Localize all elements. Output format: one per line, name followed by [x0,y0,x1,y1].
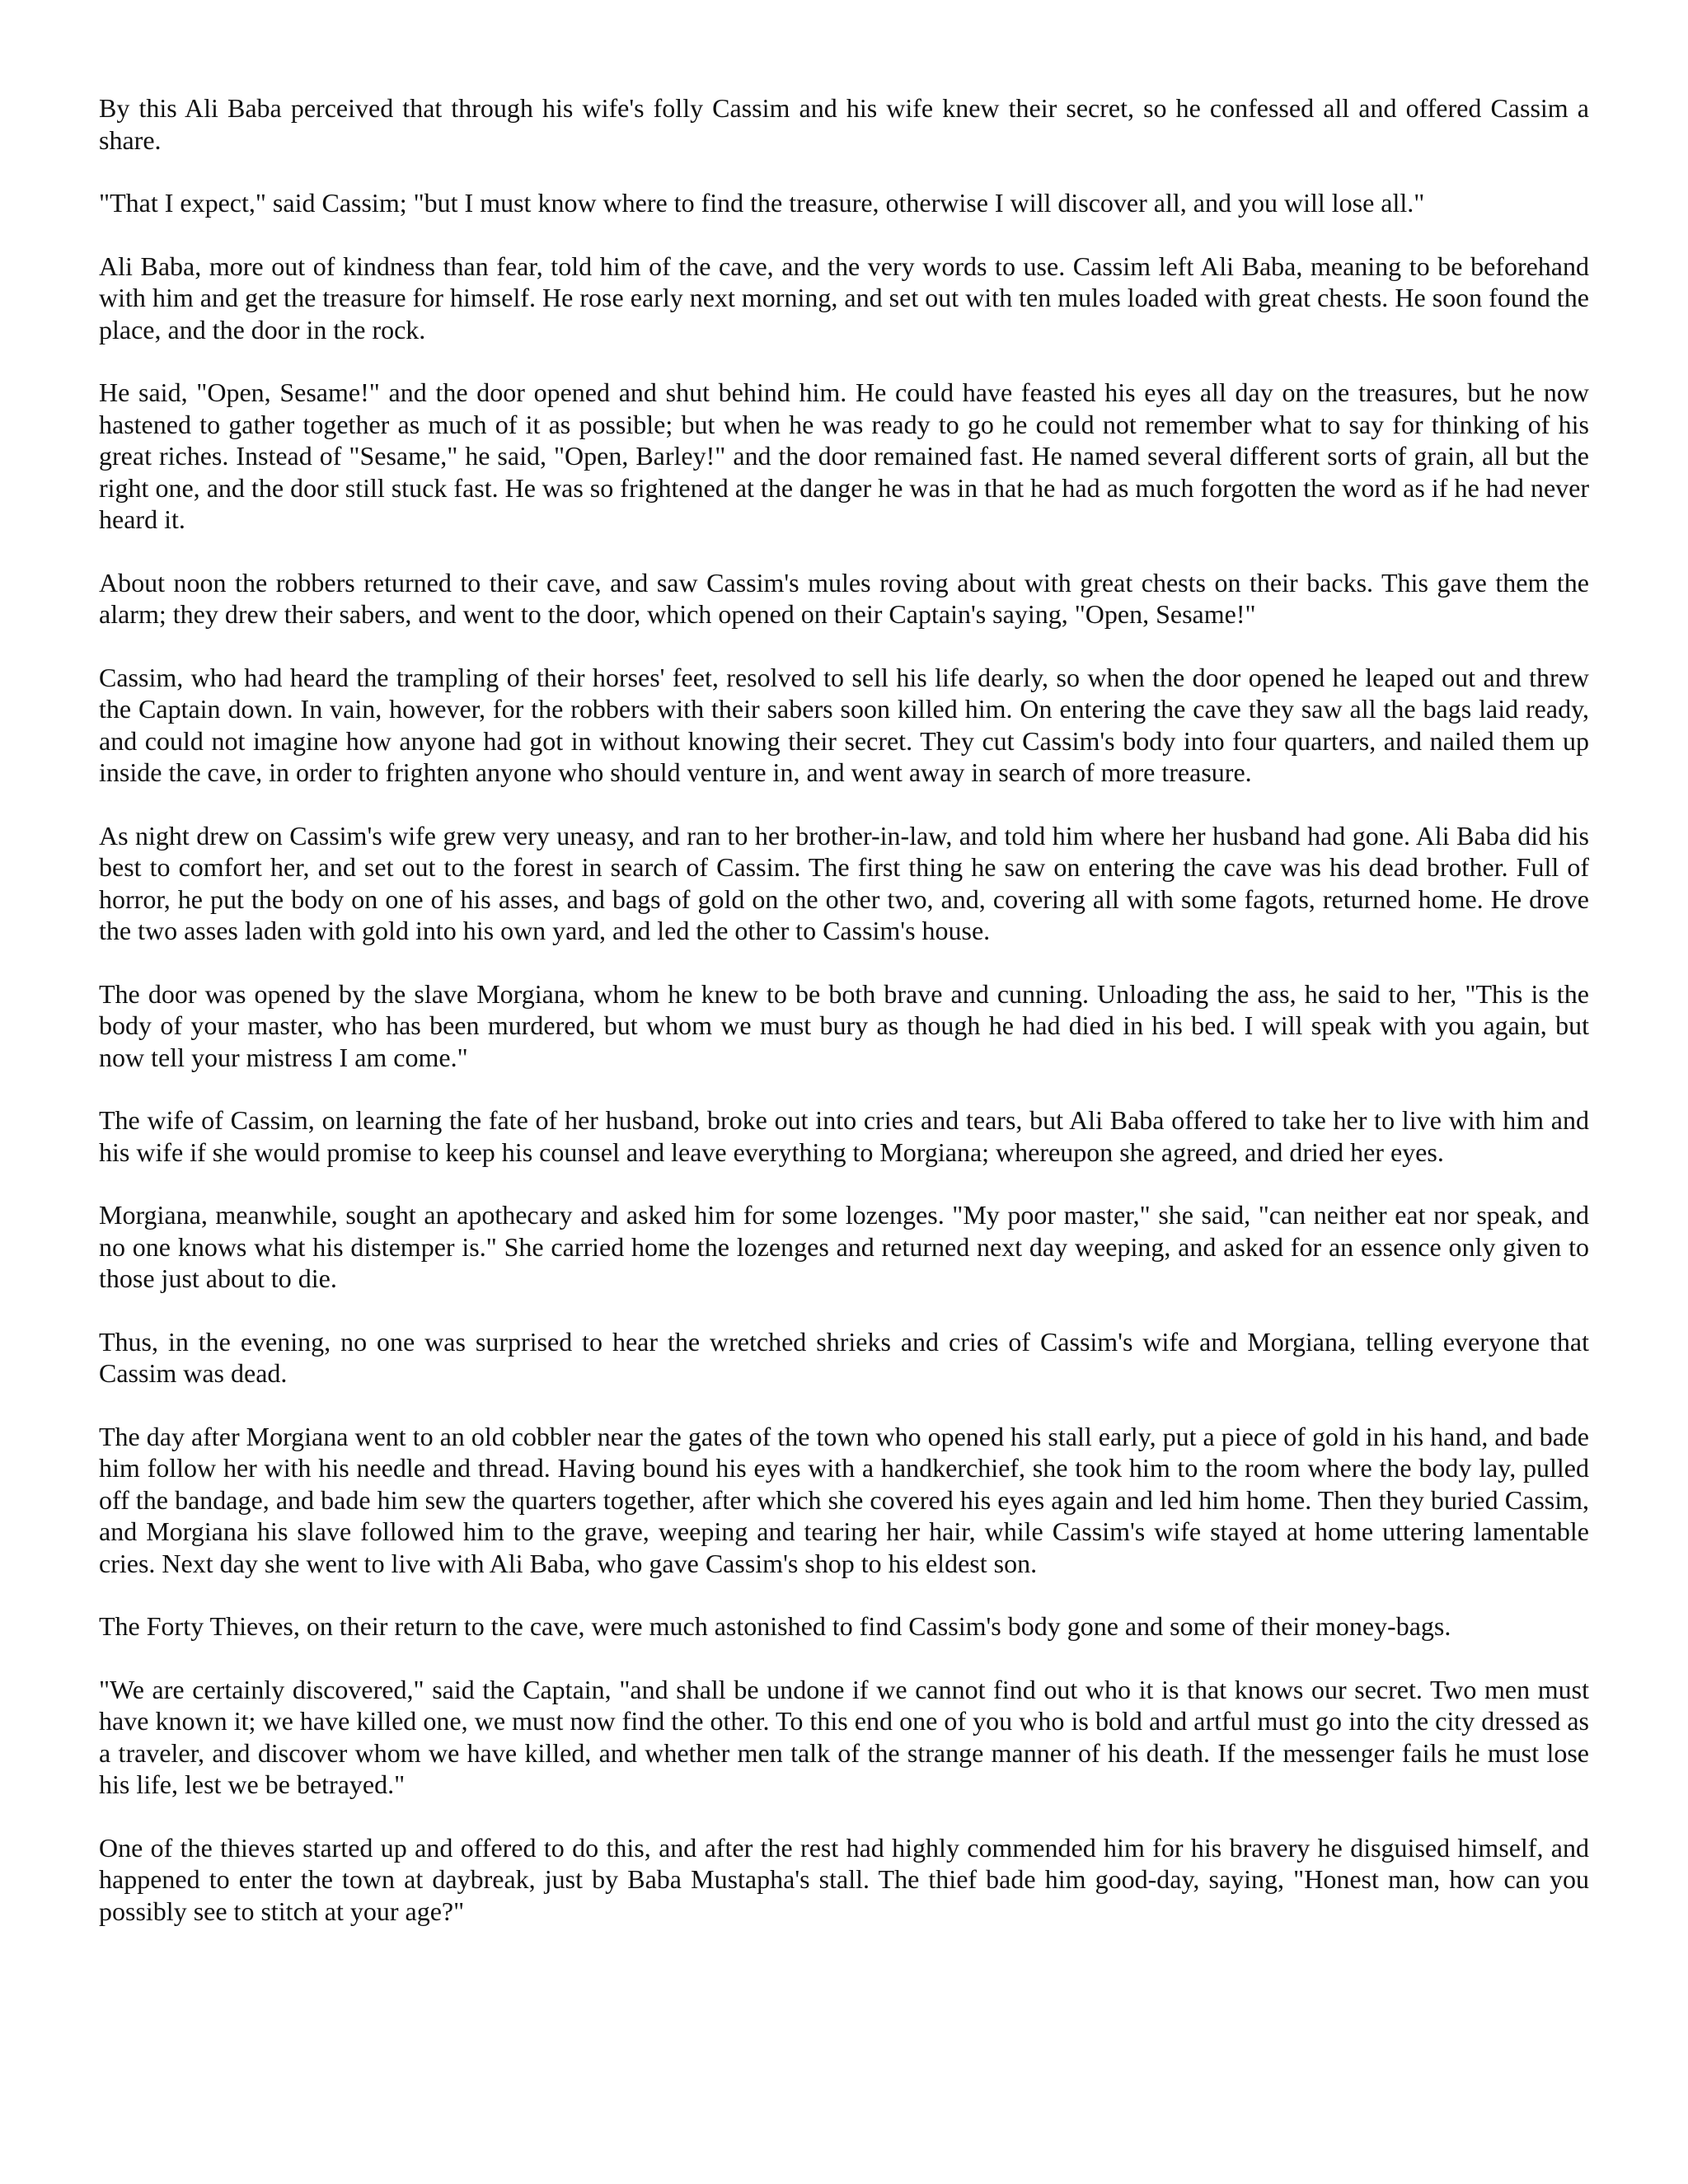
paragraph-5: About noon the robbers returned to their cave, and saw Cassim's mules roving about with great chests on their backs. This gave them the alarm; they drew their sabers, and went to the door, which opened on their Captain's saying, "Open, Sesame!" [99,567,1589,629]
paragraph-3: Ali Baba, more out of kindness than fear, told him of the cave, and the very words to use. Cassim left Ali Baba, meaning to be beforehand with him and get the treasure for himself. He rose early next morning, and set out with ten mules loaded with great chests. He soon found the place, and the door in the rock. [99,251,1589,344]
paragraph-2: "That I expect," said Cassim; "but I must know where to find the treasure, otherwise I will discover all, and you will lose all." [99,188,1425,218]
paragraph-1: By this Ali Baba perceived that through his wife's folly Cassim and his wife knew their secret, so he confessed all and offered Cassim a share. [99,93,1589,155]
paragraph-12: The day after Morgiana went to an old cobbler near the gates of the town who opened his stall early, put a piece of gold in his hand, and bade him follow her with his needle and thread. Having bound his eyes with a handkerchief, she took him to the room where the body lay, pulled off the bandage, and bade him sew the quarters together, after which she covered his eyes again and led him home. Then they buried Cassim, and Morgiana his slave followed him to the grave, weeping and tearing her hair, while Cassim's wife stayed at home uttering lamentable cries. Next day she went to live with Ali Baba, who gave Cassim's shop to his eldest son. [99,1421,1589,1578]
paragraph-8: The door was opened by the slave Morgiana, whom he knew to be both brave and cunning. Unloading the ass, he said to her, "This is the body of your master, who has been murdered, but whom we must bury as though he had died in his bed. I will speak with you again, but now tell your mistress I am come." [99,978,1589,1072]
paragraph-10: Morgiana, meanwhile, sought an apothecary and asked him for some lozenges. "My poor master," she said, "can neither eat nor speak, and no one knows what his distemper is." She carried home the lozenges and returned next day weeping, and asked for an essence only given to those just about to die. [99,1200,1589,1293]
paragraph-7: As night drew on Cassim's wife grew very uneasy, and ran to her brother-in-law, and told him where her husband had gone. Ali Baba did his best to comfort her, and set out to the forest in search of Cassim. The first thing he saw on entering the cave was his dead brother. Full of horror, he put the body on one of his asses, and bags of gold on the other two, and, covering all with some fagots, returned home. He drove the two asses laden with gold into his own yard, and led the other to Cassim's house. [99,820,1589,945]
paragraph-11: Thus, in the evening, no one was surprised to hear the wretched shrieks and cries of Cassim's wife and Morgiana, telling everyone that Cassim was dead. [99,1326,1589,1388]
paragraph-9: The wife of Cassim, on learning the fate of her husband, broke out into cries and tears, but Ali Baba offered to take her to live with him and his wife if she would promise to keep his counsel and leave everything to Morgiana; whereupon she agreed, and dried her eyes. [99,1105,1589,1167]
paragraph-6: Cassim, who had heard the trampling of their horses' feet, resolved to sell his life dearly, so when the door opened he leaped out and threw the Captain down. In vain, however, for the robbers with their sabers soon killed him. On entering the cave they saw all the bags laid ready, and could not imagine how anyone had got in without knowing their secret. They cut Cassim's body into four quarters, and nailed them up inside the cave, in order to frighten anyone who should venture in, and went away in search of more treasure. [99,662,1589,787]
paragraph-14: "We are certainly discovered," said the Captain, "and shall be undone if we cannot find out who it is that knows our secret. Two men must have known it; we have killed one, we must now find the other. To this end one of you who is bold and artful must go into the city dressed as a traveler, and discover whom we have killed, and whether men talk of the strange manner of his death. If the messenger fails he must lose his life, lest we be betrayed." [99,1674,1589,1799]
paragraph-15: One of the thieves started up and offered to do this, and after the rest had highly commended him for his bravery he disguised himself, and happened to enter the town at daybreak, just by Baba Mustapha's stall. The thief bade him good-day, saying, "Honest man, how can you possibly see to stitch at your age?" [99,1832,1589,1926]
document-page [99,92,1589,1927]
paragraph-4: He said, "Open, Sesame!" and the door opened and shut behind him. He could have feasted his eyes all day on the treasures, but he now hastened to gather together as much of it as possible; but when he was ready to go he could not remember what to say for thinking of his great riches. Instead of "Sesame," he said, "Open, Barley!" and the door remained fast. He named several different sorts of grain, all but the right one, and the door still stuck fast. He was so frightened at the danger he was in that he had as much forgotten the word as if he had never heard it. [99,377,1589,534]
paragraph-13: The Forty Thieves, on their return to the cave, were much astonished to find Cassim's body gone and some of their money-bags. [99,1611,1451,1641]
